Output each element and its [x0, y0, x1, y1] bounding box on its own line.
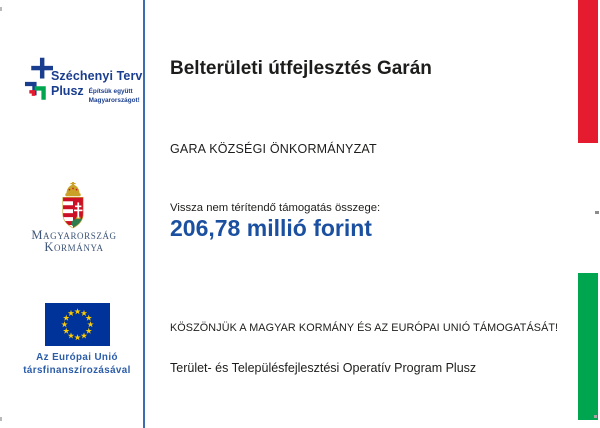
eu-text-line2: társfinanszírozásával — [23, 364, 131, 376]
szechenyi-tagline — [89, 87, 140, 106]
beneficiary-name: GARA KÖZSÉGI ÖNKORMÁNYZAT — [170, 142, 377, 156]
szechenyi-title-line1: Széchenyi Terv — [51, 69, 143, 83]
thanks-statement: KÖSZÖNJÜK A MAGYAR KORMÁNY ÉS AZ EURÓPAI UNIÓ TÁMOGATÁSÁT! — [170, 322, 559, 334]
szechenyi-title-line2: Plusz — [51, 83, 84, 98]
print-mark — [0, 7, 2, 11]
print-mark — [595, 211, 599, 214]
eu-flag-icon — [45, 303, 110, 346]
hungary-coat-of-arms-icon — [57, 182, 89, 229]
flag-stripe-green — [578, 273, 598, 420]
szechenyi-plusz-logo-icon — [24, 57, 53, 101]
print-mark — [594, 415, 597, 418]
eu-cofinancing-text — [8, 352, 146, 377]
szechenyi-tagline-line2: Magyarországot! — [88, 97, 140, 105]
grant-amount-label: Vissza nem térítendő támogatás összege: — [170, 202, 381, 214]
government-text-line2: Kormánya — [44, 240, 104, 254]
szechenyi-tagline-line1: Építsük együtt — [88, 87, 133, 95]
print-mark — [0, 417, 2, 421]
grant-amount-value: 206,78 millió forint — [170, 215, 372, 241]
program-name: Terület- és Településfejlesztési Operatív Program Plusz — [170, 361, 477, 375]
government-text-line1: Magyarország — [31, 228, 117, 242]
government-logo-text — [8, 229, 140, 253]
flag-stripe-red — [578, 0, 598, 143]
eu-text-line1: Az Európai Unió — [36, 352, 118, 363]
project-title: Belterületi útfejlesztés Garán — [170, 58, 432, 79]
szechenyi-logo-text — [51, 70, 143, 106]
